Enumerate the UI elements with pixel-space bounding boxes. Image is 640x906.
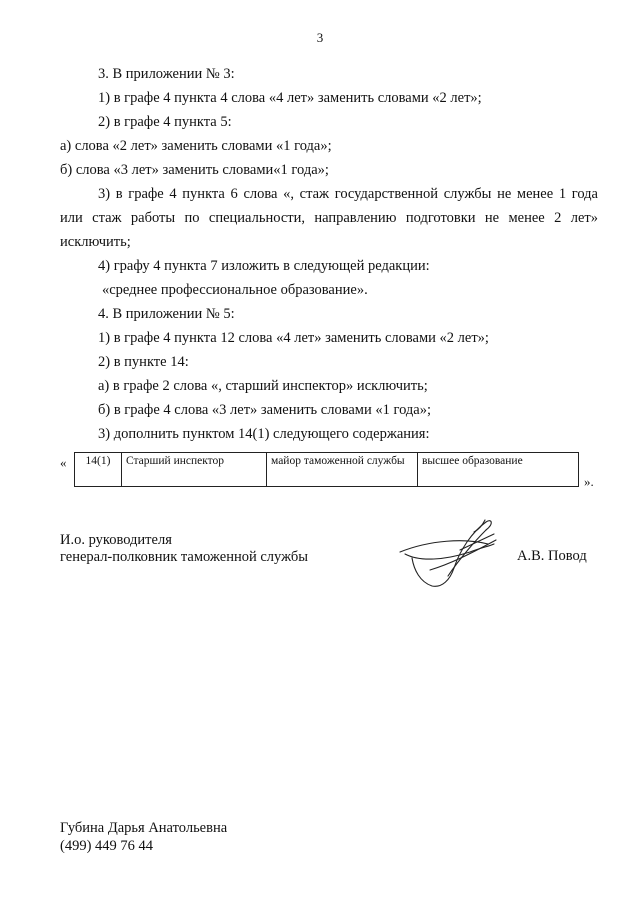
insert-table: [74, 452, 579, 487]
paragraph-4-3: 3) дополнить пунктом 14(1) следующего содержания:: [98, 426, 430, 442]
section-3-heading: 3. В приложении № 3:: [98, 66, 235, 82]
contact-name: Губина Дарья Анатольевна: [60, 820, 228, 836]
paragraph-4-1: 1) в графе 4 пункта 12 слова «4 лет» заменить словами «2 лет»;: [98, 330, 489, 346]
signer-name: А.В. Повод: [517, 548, 587, 564]
paragraph-3-2-b: б) слова «3 лет» заменить словами«1 года»;: [60, 162, 329, 178]
paragraph-3-3-line3: исключить;: [60, 234, 131, 250]
signer-title-line1: И.о. руководителя: [60, 532, 172, 548]
paragraph-4-2-a: а) в графе 2 слова «, старший инспектор» исключить;: [98, 378, 428, 394]
paragraph-3-2-a: а) слова «2 лет» заменить словами «1 года»;: [60, 138, 332, 154]
handwritten-signature: [390, 510, 505, 595]
cell-position: Старший инспектор: [122, 453, 267, 487]
signer-title-line2: генерал-полковник таможенной службы: [60, 549, 309, 565]
table-close-quote: ».: [584, 474, 594, 489]
paragraph-3-3-line2: или стаж работы по специальности, направлению подготовки не менее 2 лет»: [60, 210, 598, 226]
paragraph-3-3: [60, 186, 598, 258]
cell-number: 14(1): [75, 453, 122, 487]
section-4-heading: 4. В приложении № 5:: [98, 306, 235, 322]
paragraph-3-4-text: «среднее профессиональное образование».: [102, 282, 368, 298]
table-row: [75, 453, 579, 487]
cell-rank: майор таможенной службы: [267, 453, 418, 487]
paragraph-3-4: 4) графу 4 пункта 7 изложить в следующей редакции:: [98, 258, 430, 274]
cell-education: высшее образование: [418, 453, 579, 487]
paragraph-3-2: 2) в графе 4 пункта 5:: [98, 114, 232, 130]
paragraph-3-3-line1: 3) в графе 4 пункта 6 слова «, стаж государственной службы не менее 1 года: [98, 186, 598, 202]
paragraph-4-2: 2) в пункте 14:: [98, 354, 189, 370]
paragraph-4-2-b: б) в графе 4 слова «3 лет» заменить словами «1 года»;: [98, 402, 431, 418]
page-number: 3: [316, 30, 324, 45]
table-open-quote: «: [60, 455, 67, 470]
paragraph-3-1: 1) в графе 4 пункта 4 слова «4 лет» заменить словами «2 лет»;: [98, 90, 482, 106]
contact-phone: (499) 449 76 44: [60, 838, 154, 854]
